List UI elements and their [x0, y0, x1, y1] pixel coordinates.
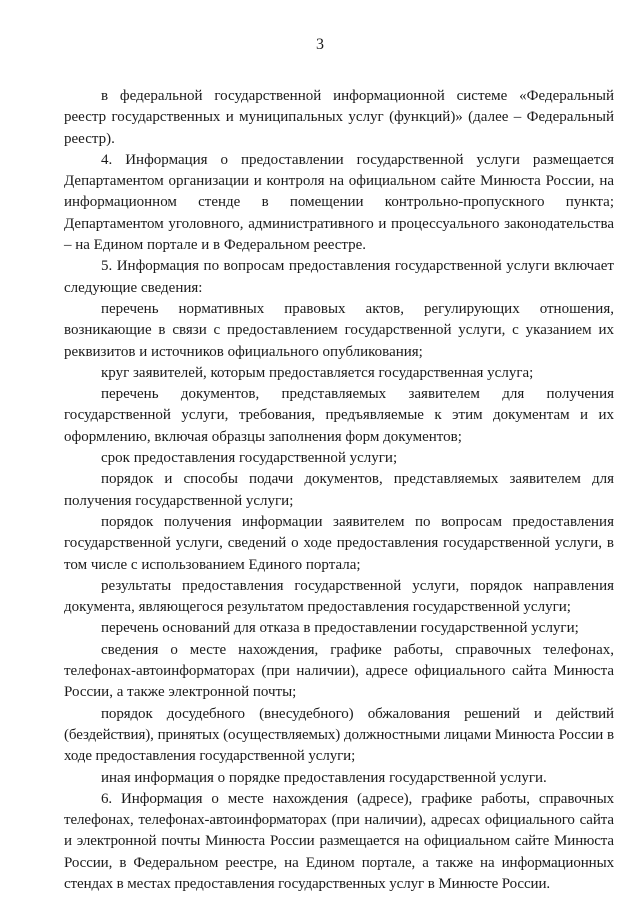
list-item-service-results: результаты предоставления государственной услуги, порядок направления документа, являющегося результатом предоставления государственной услуги; — [64, 577, 614, 616]
list-item-documents: перечень документов, представляемых заявителем для получения государственной услуги, требования, предъявляемые к этим документам и их оформлению, включая образцы заполнения форм документов; — [64, 386, 614, 445]
list-item-normative-acts: перечень нормативных правовых актов, регулирующих отношения, возникающие в связи с предоставлением государственной услуги, с указанием их реквизитов и источников официального опубликования; — [64, 300, 614, 360]
paragraph-5-information-contents: 5. Информация по вопросам предоставления государственной услуги включает следующие сведения: — [64, 258, 614, 296]
paragraph-federal-registry-continuation: в федеральной государственной информационной системе «Федеральный реестр государственных и муниципальных услуг (функций)» (далее – Федеральный реестр). — [64, 88, 614, 147]
list-item-service-term: срок предоставления государственной услуги; — [101, 450, 398, 467]
list-item-appeal-procedure: порядок досудебного (внесудебного) обжалования решений и действий (бездействия), принятых (осуществляемых) должностными лицами Минюста России в ходе предоставления государственной услуги; — [64, 705, 614, 765]
paragraph-4-information-placement: 4. Информация о предоставлении государственной услуги размещается Департаментом организации и контроля на официальном сайте Минюста России, на информационном стенде в помещении контрольно-пропускного пункта; Департаментом уголовного, административного и процессуального законодательства – на Едином портале и в Федеральном реестре. — [64, 151, 614, 254]
list-item-other-information: иная информация о порядке предоставления государственной услуги. — [101, 769, 547, 786]
document-body — [64, 86, 614, 895]
list-item-applicants: круг заявителей, которым предоставляется государственная услуга; — [101, 364, 534, 381]
list-item-submission-methods: порядок и способы подачи документов, представляемых заявителем для получения государственной услуги; — [64, 471, 614, 509]
list-item-contact-details: сведения о месте нахождения, графике работы, справочных телефонах, телефонах-автоинформаторах (при наличии), адресе официального сайта Минюста России, а также электронной почты; — [64, 641, 614, 701]
page-number: 3 — [316, 36, 324, 53]
list-item-information-procedure: порядок получения информации заявителем по вопросам предоставления государственной услуги, сведений о ходе предоставления государственной услуги, в том числе с использованием Единого портала; — [64, 513, 614, 573]
list-item-refusal-grounds: перечень оснований для отказа в предоставлении государственной услуги; — [101, 620, 579, 637]
paragraph-6-contact-placement: 6. Информация о месте нахождения (адресе), графике работы, справочных телефонах, телефонах-автоинформаторах (при наличии), адресах официального сайта и электронной почты Минюста России размещается на официальном сайте Минюста России, в Федеральном реестре, на Едином портале, а также на информационных стендах в местах предоставления государственных услуг в Минюсте России. — [64, 790, 614, 892]
